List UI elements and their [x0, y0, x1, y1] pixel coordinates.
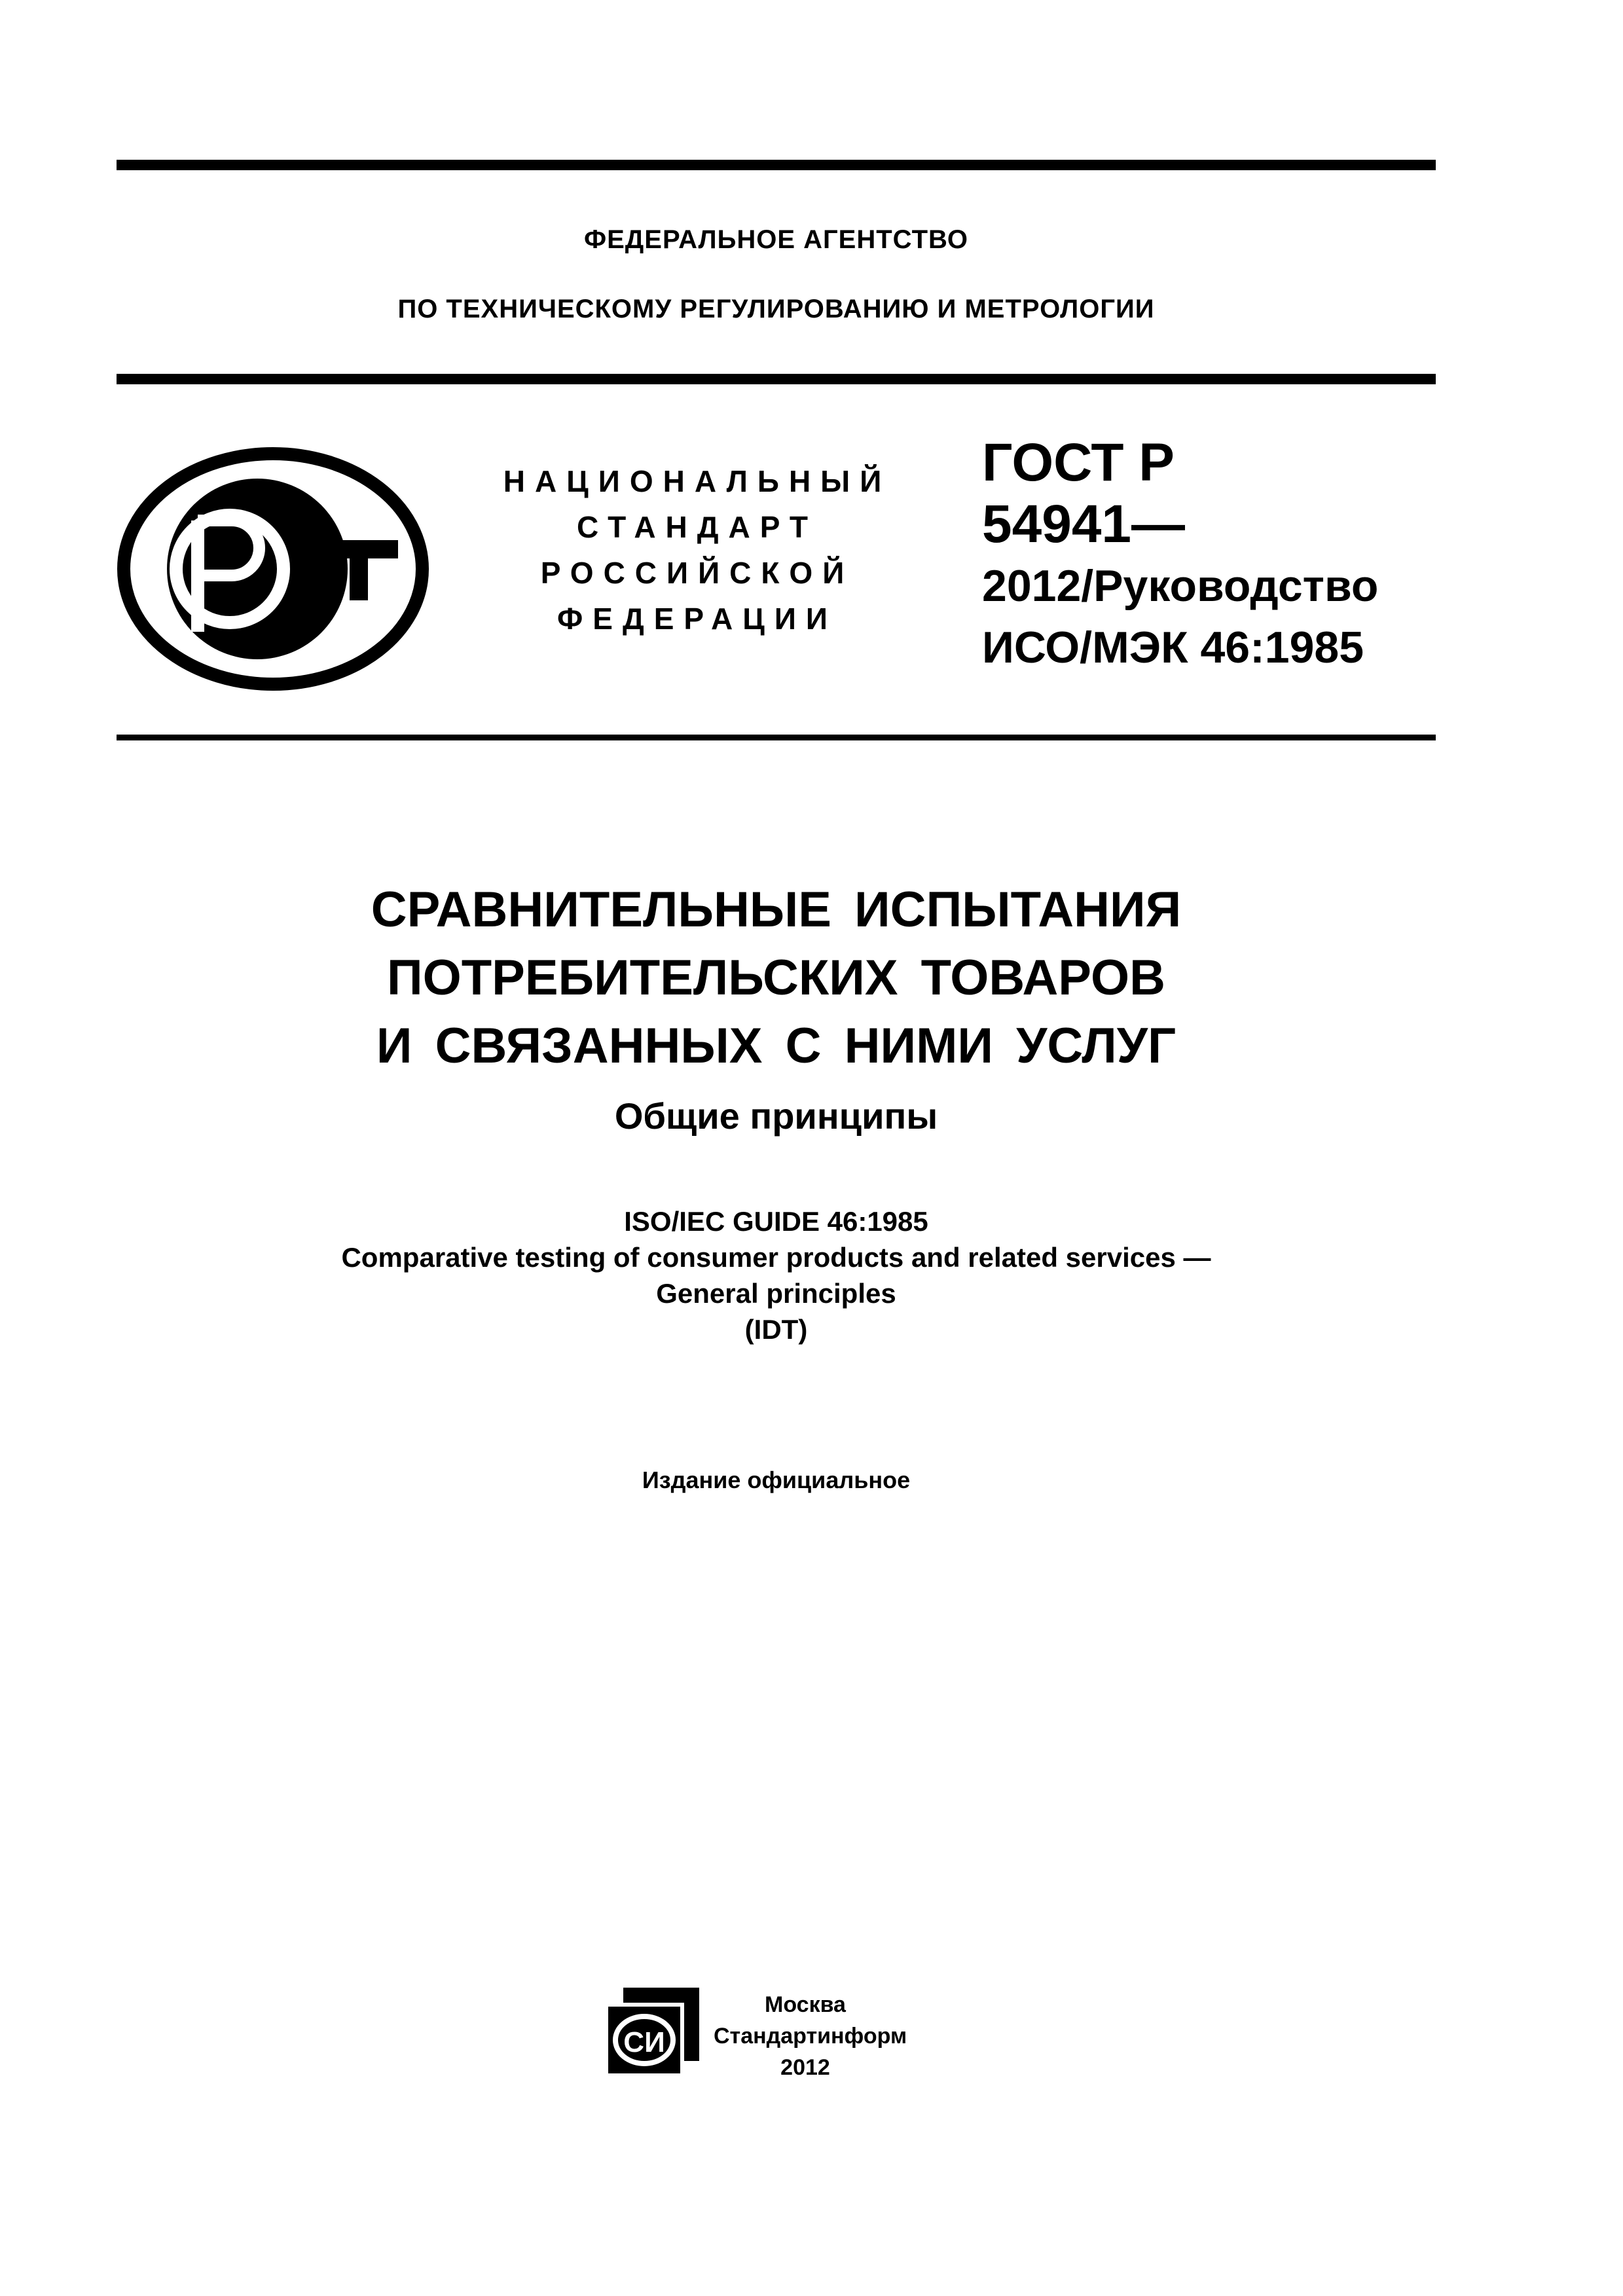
national-standard-line-1: НАЦИОНАЛЬНЫЙ — [503, 464, 892, 498]
title-line-2: ПОТРЕБИТЕЛЬСКИХ ТОВАРОВ — [387, 950, 1165, 1006]
designation-line-2: 54941— — [982, 494, 1186, 554]
top-rule — [117, 160, 1436, 170]
standartinform-logo-icon — [604, 1985, 702, 2078]
title-line-1: СРАВНИТЕЛЬНЫЕ ИСПЫТАНИЯ — [371, 882, 1182, 938]
publisher-name: Стандартинформ — [714, 2024, 907, 2049]
document-title — [117, 876, 1436, 1080]
publication-year: 2012 — [780, 2055, 830, 2080]
agency-line-2: ПО ТЕХНИЧЕСКОМУ РЕГУЛИРОВАНИЮ И МЕТРОЛОГИИ — [397, 295, 1155, 323]
international-code: ISO/IEC GUIDE 46:1985 — [624, 1206, 928, 1237]
publisher-city: Москва — [765, 1992, 846, 2017]
international-title-line-2: General principles — [656, 1278, 896, 1309]
document-subtitle: Общие принципы — [614, 1095, 938, 1137]
designation-line-1: ГОСТ Р — [982, 433, 1175, 492]
title-line-3: И СВЯЗАННЫХ С НИМИ УСЛУГ — [376, 1018, 1176, 1074]
lower-rule — [117, 735, 1436, 740]
middle-rule — [117, 374, 1436, 384]
international-reference — [117, 1203, 1436, 1347]
national-standard-line-2: СТАНДАРТ — [577, 510, 818, 544]
national-standard-label — [471, 458, 923, 642]
svg-text:СИ: СИ — [623, 2026, 665, 2058]
national-standard-line-4: ФЕДЕРАЦИИ — [557, 602, 837, 636]
standard-designation — [982, 432, 1434, 678]
national-standard-line-3: РОССИЙСКОЙ — [540, 556, 854, 590]
international-title-line-1: Comparative testing of consumer products and related services — — [341, 1242, 1211, 1273]
designation-line-4: ИСО/МЭК 46:1985 — [982, 623, 1364, 672]
edition-note: Издание официальное — [642, 1467, 911, 1493]
degree-of-correspondence: (IDT) — [744, 1314, 808, 1345]
rst-emblem-icon — [117, 447, 429, 691]
agency-line-1: ФЕДЕРАЛЬНОЕ АГЕНТСТВО — [583, 225, 969, 254]
publisher-block — [714, 1989, 907, 2083]
designation-line-3: 2012/Руководство — [982, 561, 1379, 611]
